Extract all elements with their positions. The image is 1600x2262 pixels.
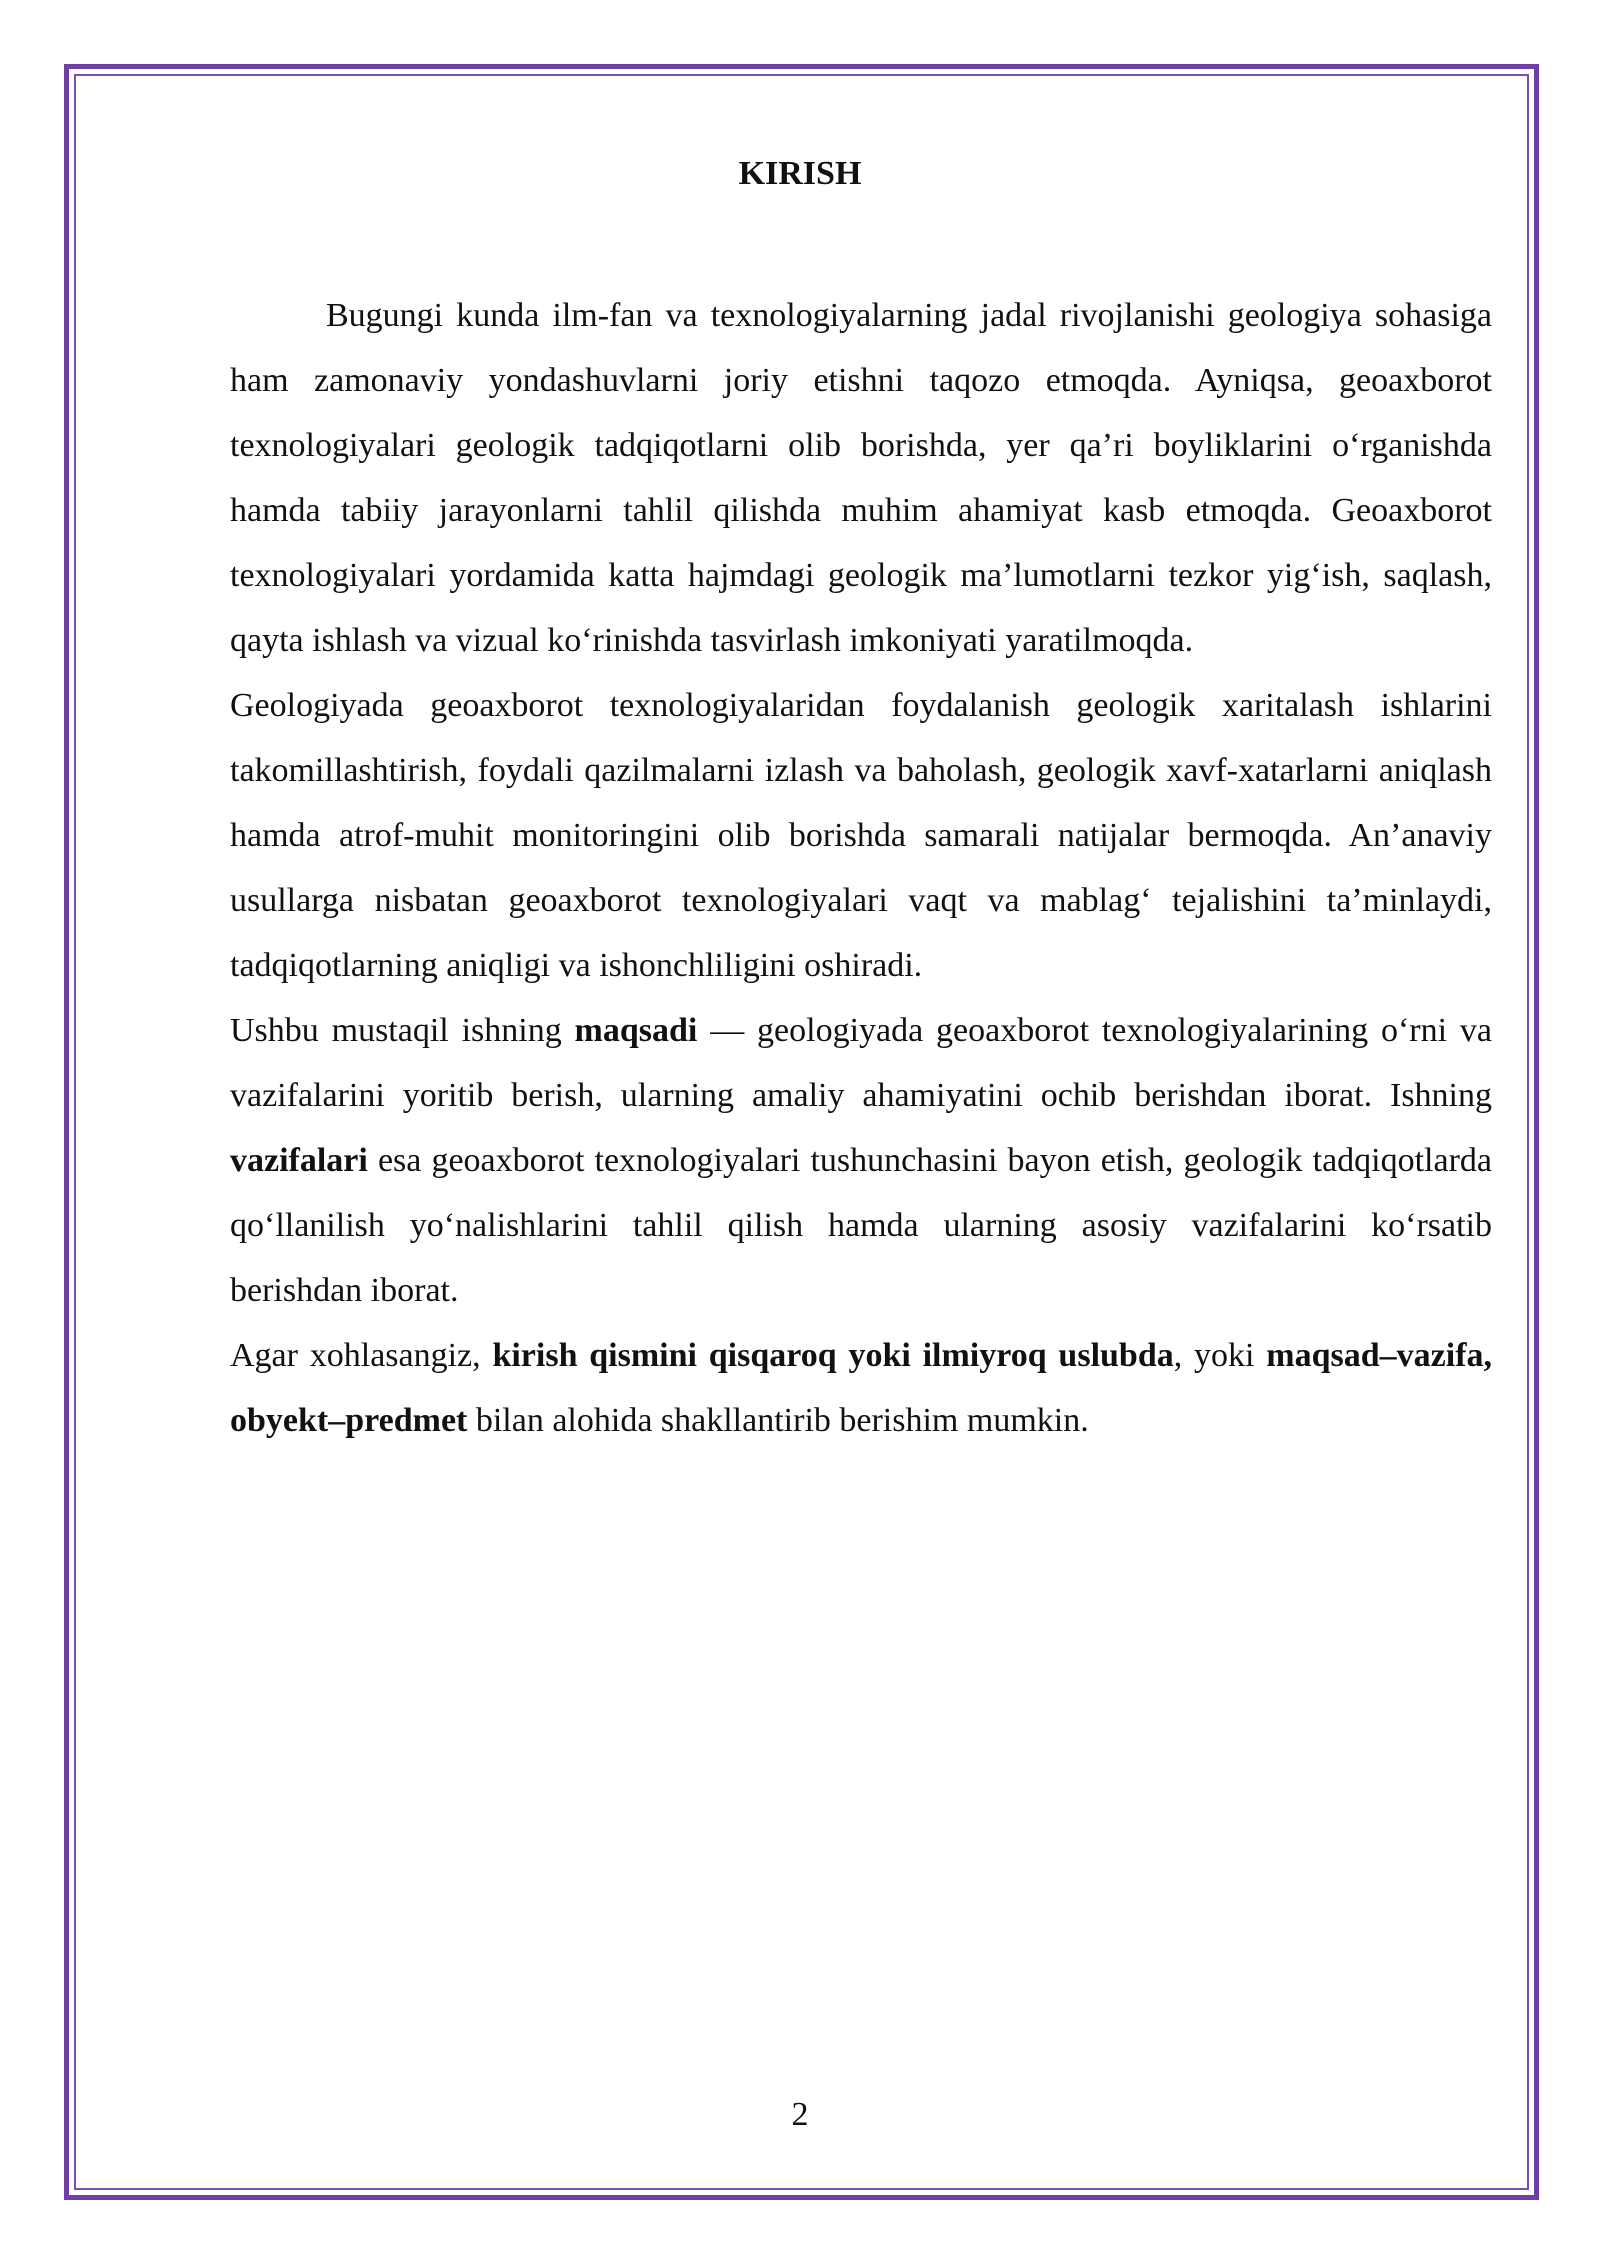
paragraph-3-part-3: esa geoaxborot texnologiyalari tushunchasini bayon etish, geologik tadqiqotlarda qo‘llanilish yo‘nalishlarini tahlil qilish hamda ularning asosiy vazifalarini ko‘rsatib berishdan iborat. [230, 1142, 1492, 1309]
paragraph-3 [230, 998, 1492, 1323]
paragraph-4-part-3: bilan alohida shakllantirib berishim mumkin. [467, 1402, 1089, 1439]
paragraph-4-bold-2: maqsad–vazifa, obyekt–predmet [230, 1337, 1493, 1439]
paragraph-4-part-2: , yoki [1173, 1337, 1267, 1374]
paragraph-3-part-1: Ushbu mustaqil ishning [230, 1012, 575, 1049]
document-body [230, 283, 1492, 1453]
paragraph-3-bold-maqsadi: maqsadi [574, 1012, 698, 1049]
paragraph-1: Bugungi kunda ilm-fan va texnologiyalarning jadal rivojlanishi geologiya sohasiga ham zamonaviy yondashuvlarni joriy etishni taqozo etmoqda. Ayniqsa, geoaxborot texnologiyalari geologik tadqiqotlarni olib borishda, yer qa’ri boyliklarini o‘rganishda hamda tabiiy jarayonlarni tahlil qilishda muhim ahamiyat kasb etmoqda. Geoaxborot texnologiyalari yordamida katta hajmdagi geologik ma’lumotlarni tezkor yig‘ish, saqlash, qayta ishlash va vizual ko‘rinishda tasvirlash imkoniyati yaratilmoqda. [230, 297, 1492, 659]
paragraph-4-part-1: Agar xohlasangiz, [230, 1337, 493, 1374]
paragraph-2: Geologiyada geoaxborot texnologiyalaridan foydalanish geologik xaritalash ishlarini takomillashtirish, foydali qazilmalarni izlash va baholash, geologik xavf-xatarlarni aniqlash hamda atrof-muhit monitoringini olib borishda samarali natijalar bermoqda. An’anaviy usullarga nisbatan geoaxborot texnologiyalari vaqt va mablag‘ tejalishini ta’minlaydi, tadqiqotlarning aniqligi va ishonchliligini oshiradi. [230, 687, 1492, 984]
page-number: 2 [791, 2096, 809, 2133]
document-title: KIRISH [738, 155, 862, 192]
paragraph-3-part-2: — geologiyada geoaxborot texnologiyalarining o‘rni va vazifalarini yoritib berish, ularning amaliy ahamiyatini ochib berishdan iborat. Ishning [230, 1012, 1492, 1114]
paragraph-4-bold-1: kirish qismini qisqaroq yoki ilmiyroq uslubda [492, 1337, 1174, 1374]
paragraph-3-bold-vazifalari: vazifalari [230, 1142, 368, 1179]
paragraph-4 [230, 1323, 1492, 1453]
